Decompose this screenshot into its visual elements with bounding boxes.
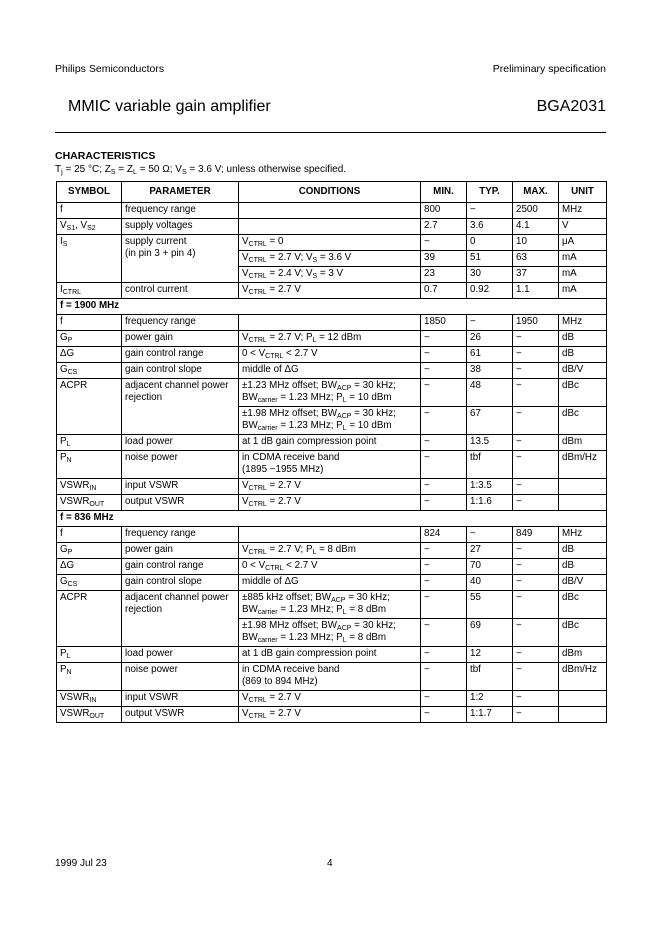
parameter-cell: gain control range <box>122 347 239 363</box>
table-row <box>57 559 607 575</box>
table-row <box>57 527 607 543</box>
conditions-cell: $0 < V_{CTRL} < 2.7$ V <box>239 347 421 363</box>
typ-cell: − <box>467 527 513 543</box>
max-cell: − <box>513 435 559 451</box>
group-label: f = 836 MHz <box>57 511 607 527</box>
parameter-cell: gain control range <box>122 559 239 575</box>
min-cell: − <box>421 543 467 559</box>
conditions-cell <box>239 315 421 331</box>
column-header: MAX. <box>513 182 559 203</box>
max-cell: − <box>513 647 559 663</box>
max-cell: − <box>513 451 559 479</box>
min-cell: − <box>421 331 467 347</box>
header-rule <box>55 132 606 133</box>
symbol-cell: $VSWR_{IN}$ <box>57 691 122 707</box>
column-header: TYP. <box>467 182 513 203</box>
symbol-cell: ΔG <box>57 559 122 575</box>
characteristics-table <box>56 181 607 723</box>
typ-cell: 1:3.5 <box>467 479 513 495</box>
document-title: MMIC variable gain amplifier <box>68 98 271 115</box>
max-cell: 2500 <box>513 203 559 219</box>
max-cell: − <box>513 379 559 407</box>
conditions-cell: $V_{CTRL} = 2.7$ V <box>239 707 421 723</box>
max-cell: 1.1 <box>513 283 559 299</box>
group-header-row <box>57 299 607 315</box>
max-cell: − <box>513 331 559 347</box>
symbol-cell: $P_N$ <box>57 451 122 479</box>
max-cell: 63 <box>513 251 559 267</box>
unit-cell: mA <box>559 283 607 299</box>
unit-cell: MHz <box>559 527 607 543</box>
min-cell: − <box>421 379 467 407</box>
max-cell: 10 <box>513 235 559 251</box>
typ-cell: 12 <box>467 647 513 663</box>
typ-cell: 70 <box>467 559 513 575</box>
max-cell: − <box>513 707 559 723</box>
typ-cell: 30 <box>467 267 513 283</box>
table-row <box>57 663 607 691</box>
column-header: CONDITIONS <box>239 182 421 203</box>
unit-cell: μA <box>559 235 607 251</box>
min-cell: − <box>421 451 467 479</box>
symbol-cell: $I_S$ <box>57 235 122 283</box>
table-body <box>57 203 607 723</box>
conditions-cell: $V_{CTRL} = 2.7$ V <box>239 479 421 495</box>
min-cell: − <box>421 495 467 511</box>
typ-cell: 67 <box>467 407 513 435</box>
min-cell: − <box>421 691 467 707</box>
min-cell: − <box>421 363 467 379</box>
part-number: BGA2031 <box>536 98 606 115</box>
table-row <box>57 203 607 219</box>
parameter-cell: frequency range <box>122 527 239 543</box>
table-row <box>57 495 607 511</box>
max-cell: − <box>513 619 559 647</box>
table-header-row <box>57 182 607 203</box>
parameter-cell: noise power <box>122 663 239 691</box>
unit-cell: V <box>559 219 607 235</box>
company-name: Philips Semiconductors <box>55 63 165 75</box>
table-row <box>57 379 607 407</box>
symbol-cell: f <box>57 203 122 219</box>
parameter-cell: load power <box>122 647 239 663</box>
unit-cell: dB <box>559 331 607 347</box>
table-row <box>57 691 607 707</box>
symbol-cell: ACPR <box>57 379 122 435</box>
conditions-cell <box>239 203 421 219</box>
max-cell: − <box>513 407 559 435</box>
min-cell: 2.7 <box>421 219 467 235</box>
table-row <box>57 363 607 379</box>
min-cell: − <box>421 619 467 647</box>
conditions-cell: $V_{CTRL} = 2.7$ V <box>239 283 421 299</box>
conditions-cell: $V_{CTRL} = 0$ <box>239 235 421 251</box>
unit-cell: MHz <box>559 203 607 219</box>
typ-cell: tbf <box>467 451 513 479</box>
parameter-cell: power gain <box>122 331 239 347</box>
unit-cell: dB <box>559 559 607 575</box>
parameter-cell: supply voltages <box>122 219 239 235</box>
unit-cell <box>559 495 607 511</box>
min-cell: − <box>421 647 467 663</box>
typ-cell: 38 <box>467 363 513 379</box>
parameter-cell: noise power <box>122 451 239 479</box>
max-cell: − <box>513 495 559 511</box>
conditions-cell: middle of ΔG <box>239 363 421 379</box>
parameter-cell: frequency range <box>122 203 239 219</box>
min-cell: 0.7 <box>421 283 467 299</box>
max-cell: − <box>513 559 559 575</box>
typ-cell: 3.6 <box>467 219 513 235</box>
unit-cell <box>559 691 607 707</box>
table-row <box>57 479 607 495</box>
unit-cell: dBm <box>559 647 607 663</box>
typ-cell: 13.5 <box>467 435 513 451</box>
conditions-cell: $V_{CTRL} = 2.4$ V; $V_S = 3$ V <box>239 267 421 283</box>
unit-cell <box>559 707 607 723</box>
table-row <box>57 451 607 479</box>
conditions-cell <box>239 527 421 543</box>
min-cell: − <box>421 407 467 435</box>
table-row <box>57 347 607 363</box>
symbol-cell: $P_L$ <box>57 435 122 451</box>
conditions-cell: $V_{CTRL} = 2.7$ V <box>239 495 421 511</box>
conditions-cell: ±1.98 MHz offset; $BW_{ACP} = 30$ kHz; $BW_{carrier} = 1.23$ MHz; $P_L = 10$ dBm <box>239 407 421 435</box>
unit-cell: dBc <box>559 379 607 407</box>
parameter-cell: adjacent channel power rejection <box>122 591 239 647</box>
unit-cell: dBc <box>559 591 607 619</box>
symbol-cell: $P_L$ <box>57 647 122 663</box>
table-row <box>57 575 607 591</box>
conditions-cell: in CDMA receive band (869 to 894 MHz) <box>239 663 421 691</box>
typ-cell: 61 <box>467 347 513 363</box>
unit-cell: mA <box>559 267 607 283</box>
typ-cell: 48 <box>467 379 513 407</box>
conditions-cell: ±885 kHz offset; $BW_{ACP} = 30$ kHz; $BW_{carrier} = 1.23$ MHz; $P_L = 8$ dBm <box>239 591 421 619</box>
min-cell: 39 <box>421 251 467 267</box>
table-row <box>57 591 607 619</box>
column-header: PARAMETER <box>122 182 239 203</box>
conditions-cell: ±1.98 MHz offset; $BW_{ACP} = 30$ kHz; $BW_{carrier} = 1.23$ MHz; $P_L = 8$ dBm <box>239 619 421 647</box>
document-status: Preliminary specification <box>492 63 606 75</box>
conditions-cell: $0 < V_{CTRL} < 2.7$ V <box>239 559 421 575</box>
symbol-cell: $VSWR_{IN}$ <box>57 479 122 495</box>
typ-cell: 40 <box>467 575 513 591</box>
unit-cell: MHz <box>559 315 607 331</box>
table-row <box>57 647 607 663</box>
conditions-cell: at 1 dB gain compression point <box>239 647 421 663</box>
unit-cell: dB <box>559 543 607 559</box>
min-cell: − <box>421 347 467 363</box>
min-cell: 824 <box>421 527 467 543</box>
conditions-cell: middle of ΔG <box>239 575 421 591</box>
unit-cell: dBc <box>559 619 607 647</box>
max-cell: − <box>513 691 559 707</box>
parameter-cell: gain control slope <box>122 363 239 379</box>
column-header: SYMBOL <box>57 182 122 203</box>
symbol-cell: f <box>57 315 122 331</box>
unit-cell: dBc <box>559 407 607 435</box>
typ-cell: − <box>467 315 513 331</box>
parameter-cell: input VSWR <box>122 691 239 707</box>
symbol-cell: $G_{CS}$ <box>57 363 122 379</box>
page-number: 4 <box>327 858 333 869</box>
unit-cell: dB/V <box>559 575 607 591</box>
unit-cell: dBm <box>559 435 607 451</box>
symbol-cell: ΔG <box>57 347 122 363</box>
typ-cell: 27 <box>467 543 513 559</box>
typ-cell: 1:1.7 <box>467 707 513 723</box>
min-cell: − <box>421 591 467 619</box>
unit-cell: dBm/Hz <box>559 663 607 691</box>
section-title: CHARACTERISTICS <box>55 150 156 162</box>
symbol-cell: f <box>57 527 122 543</box>
typ-cell: tbf <box>467 663 513 691</box>
parameter-cell: control current <box>122 283 239 299</box>
parameter-cell: gain control slope <box>122 575 239 591</box>
conditions-cell: $V_{CTRL} = 2.7$ V; $P_L = 12$ dBm <box>239 331 421 347</box>
conditions-cell: at 1 dB gain compression point <box>239 435 421 451</box>
max-cell: − <box>513 591 559 619</box>
unit-cell: dB/V <box>559 363 607 379</box>
table-row <box>57 543 607 559</box>
table-row <box>57 315 607 331</box>
min-cell: 800 <box>421 203 467 219</box>
max-cell: 849 <box>513 527 559 543</box>
max-cell: − <box>513 543 559 559</box>
parameter-cell: load power <box>122 435 239 451</box>
table-row <box>57 331 607 347</box>
typ-cell: − <box>467 203 513 219</box>
max-cell: − <box>513 575 559 591</box>
symbol-cell: $G_P$ <box>57 543 122 559</box>
unit-cell <box>559 479 607 495</box>
conditions-cell: $V_{CTRL} = 2.7$ V <box>239 691 421 707</box>
max-cell: − <box>513 363 559 379</box>
table-row <box>57 219 607 235</box>
min-cell: − <box>421 575 467 591</box>
group-header-row <box>57 511 607 527</box>
table-row <box>57 707 607 723</box>
min-cell: − <box>421 663 467 691</box>
max-cell: − <box>513 479 559 495</box>
parameter-cell: frequency range <box>122 315 239 331</box>
min-cell: − <box>421 479 467 495</box>
symbol-cell: $I_{CTRL}$ <box>57 283 122 299</box>
parameter-cell: power gain <box>122 543 239 559</box>
max-cell: 1950 <box>513 315 559 331</box>
unit-cell: dBm/Hz <box>559 451 607 479</box>
symbol-cell: $P_N$ <box>57 663 122 691</box>
table-row <box>57 435 607 451</box>
group-label: f = 1900 MHz <box>57 299 607 315</box>
conditions-cell <box>239 219 421 235</box>
typ-cell: 1:2 <box>467 691 513 707</box>
table-row <box>57 283 607 299</box>
min-cell: − <box>421 235 467 251</box>
column-header: UNIT <box>559 182 607 203</box>
typ-cell: 1:1.6 <box>467 495 513 511</box>
typ-cell: 51 <box>467 251 513 267</box>
typ-cell: 0.92 <box>467 283 513 299</box>
min-cell: − <box>421 707 467 723</box>
symbol-cell: $VSWR_{OUT}$ <box>57 707 122 723</box>
section-conditions: $T_j = 25$ °C; $Z_S = Z_L = 50$ Ω; $V_S = 3.6$ V; unless otherwise specified. <box>55 164 347 176</box>
parameter-cell: adjacent channel power rejection <box>122 379 239 435</box>
column-header: MIN. <box>421 182 467 203</box>
footer-date: 1999 Jul 23 <box>55 858 107 869</box>
parameter-cell: input VSWR <box>122 479 239 495</box>
symbol-cell: $G_{CS}$ <box>57 575 122 591</box>
symbol-cell: $G_P$ <box>57 331 122 347</box>
min-cell: − <box>421 559 467 575</box>
conditions-cell: $V_{CTRL} = 2.7$ V; $P_L = 8$ dBm <box>239 543 421 559</box>
min-cell: 1850 <box>421 315 467 331</box>
parameter-cell: output VSWR <box>122 495 239 511</box>
symbol-cell: $VSWR_{OUT}$ <box>57 495 122 511</box>
symbol-cell: ACPR <box>57 591 122 647</box>
conditions-cell: ±1.23 MHz offset; $BW_{ACP} = 30$ kHz; $BW_{carrier} = 1.23$ MHz; $P_L = 10$ dBm <box>239 379 421 407</box>
min-cell: − <box>421 435 467 451</box>
typ-cell: 26 <box>467 331 513 347</box>
max-cell: − <box>513 663 559 691</box>
max-cell: − <box>513 347 559 363</box>
max-cell: 37 <box>513 267 559 283</box>
parameter-cell: output VSWR <box>122 707 239 723</box>
unit-cell: mA <box>559 251 607 267</box>
table-row <box>57 235 607 251</box>
typ-cell: 55 <box>467 591 513 619</box>
unit-cell: dB <box>559 347 607 363</box>
typ-cell: 69 <box>467 619 513 647</box>
typ-cell: 0 <box>467 235 513 251</box>
conditions-cell: $V_{CTRL} = 2.7$ V; $V_S = 3.6$ V <box>239 251 421 267</box>
symbol-cell: $V_{S1}$, $V_{S2}$ <box>57 219 122 235</box>
conditions-cell: in CDMA receive band (1895 −1955 MHz) <box>239 451 421 479</box>
parameter-cell: supply current (in pin 3 + pin 4) <box>122 235 239 283</box>
min-cell: 23 <box>421 267 467 283</box>
max-cell: 4.1 <box>513 219 559 235</box>
